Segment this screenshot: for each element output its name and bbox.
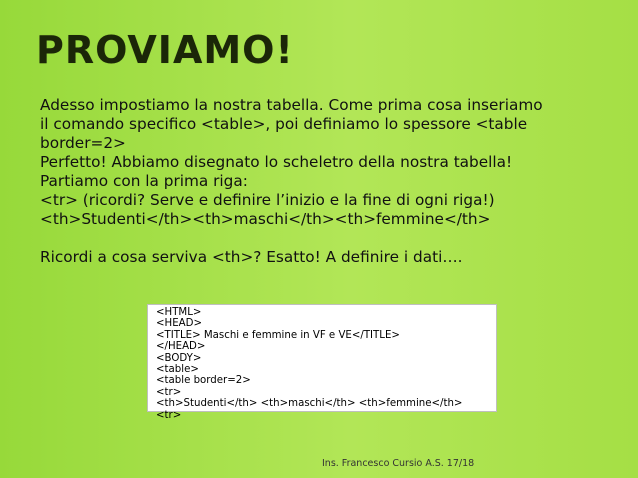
code-line: <tr> [156,386,182,398]
code-line: <tr> [156,409,182,421]
body-line: <th>Studenti</th><th>maschi</th><th>femmine</th> [40,210,491,228]
body-line: Perfetto! Abbiamo disegnato lo scheletro della nostra tabella! [40,153,513,171]
code-screenshot [147,304,497,421]
code-line: <TITLE> Maschi e femmine in VF e VE</TITLE> [156,329,400,341]
code-line: <HEAD> [156,318,202,330]
code-line: <table border=2> [156,375,251,387]
body-line: border=2> [40,134,126,152]
code-line: <th>Studenti</th> <th>maschi</th> <th>femmine</th> [156,398,463,410]
slide-title: PROVIAMO! [36,28,294,72]
slide-body [40,96,600,267]
reminder-line: Ricordi a cosa serviva <th>? Esatto! A definire i dati…. [40,248,463,266]
code-line: <table> [156,364,199,376]
code-line: </HEAD> [156,341,206,353]
slide-footer: Ins. Francesco Cursio A.S. 17/18 [322,458,475,469]
body-line: il comando specifico <table>, poi definiamo lo spessore <table [40,115,528,133]
code-line: <HTML> [156,307,202,318]
code-line: <BODY> [156,352,202,364]
spacer [40,229,600,248]
body-line: <tr> (ricordi? Serve e definire l’inizio e la fine di ogni riga!) [40,191,495,209]
body-line: Partiamo con la prima riga: [40,172,248,190]
body-line: Adesso impostiamo la nostra tabella. Come prima cosa inseriamo [40,96,543,114]
